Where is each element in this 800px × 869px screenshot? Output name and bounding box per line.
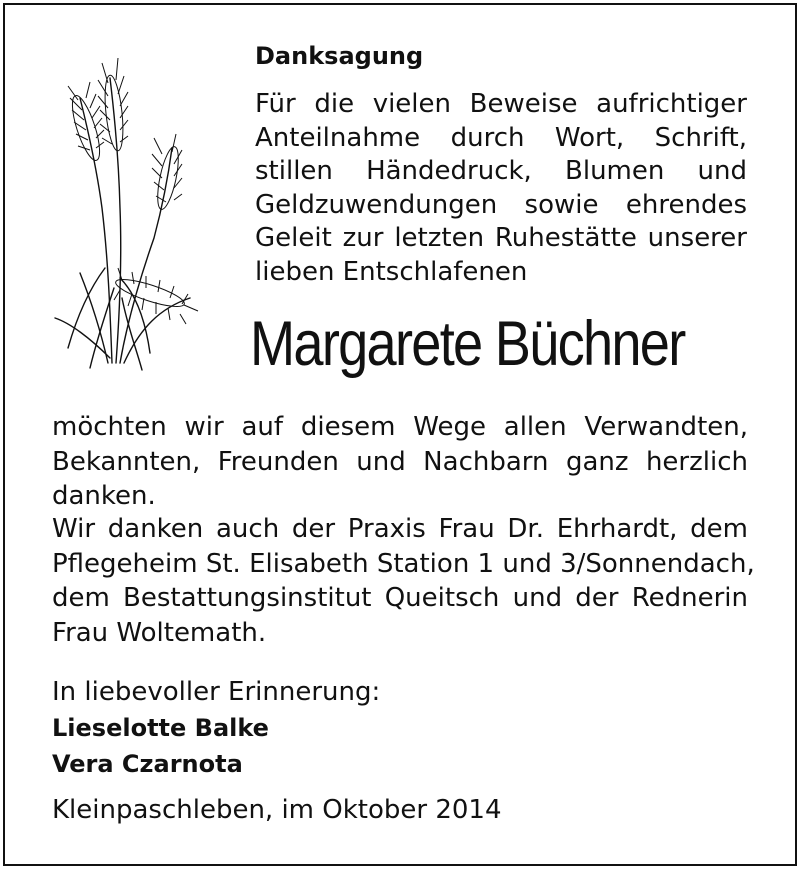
place-date: Kleinpaschleben, im Oktober 2014 bbox=[52, 795, 502, 825]
paragraph-line: möchten wir auf diesem Wege allen Verwandten, bbox=[52, 412, 748, 442]
intro-line: Anteilnahme durch Wort, Schrift, bbox=[255, 122, 747, 153]
additional-thanks-paragraph bbox=[52, 512, 755, 650]
paragraph-line: danken. bbox=[52, 481, 156, 511]
thanks-paragraph bbox=[52, 410, 748, 514]
paragraph-line: Frau Woltemath. bbox=[52, 617, 267, 648]
intro-line: Für die vielen Beweise aufrichtiger bbox=[255, 89, 747, 119]
notice-heading: Danksagung bbox=[255, 42, 424, 70]
intro-line: stillen Händedruck, Blumen und bbox=[255, 156, 747, 186]
deceased-name: Margarete Büchner bbox=[250, 309, 685, 379]
memory-line: In liebevoller Erinnerung: bbox=[52, 677, 381, 707]
intro-text bbox=[255, 88, 747, 289]
intro-line: lieben Entschlafenen bbox=[255, 256, 528, 287]
paragraph-line: Wir danken auch der Praxis Frau Dr. Ehrhardt, dem bbox=[52, 514, 748, 544]
intro-line: Geleit zur letzten Ruhestätte unserer bbox=[255, 223, 747, 253]
paragraph-line: dem Bestattungsinstitut Queitsch und der Rednerin bbox=[52, 583, 748, 613]
paragraph-line: Pflegeheim St. Elisabeth Station 1 und 3/Sonnendach, bbox=[52, 548, 755, 579]
signer-name: Vera Czarnota bbox=[52, 750, 243, 778]
wheat-ears-icon bbox=[50, 58, 200, 378]
paragraph-line: Bekannten, Freunden und Nachbarn ganz herzlich bbox=[52, 446, 748, 477]
intro-line: Geldzuwendungen sowie ehrendes bbox=[255, 189, 747, 220]
signer-name: Lieselotte Balke bbox=[52, 714, 269, 742]
